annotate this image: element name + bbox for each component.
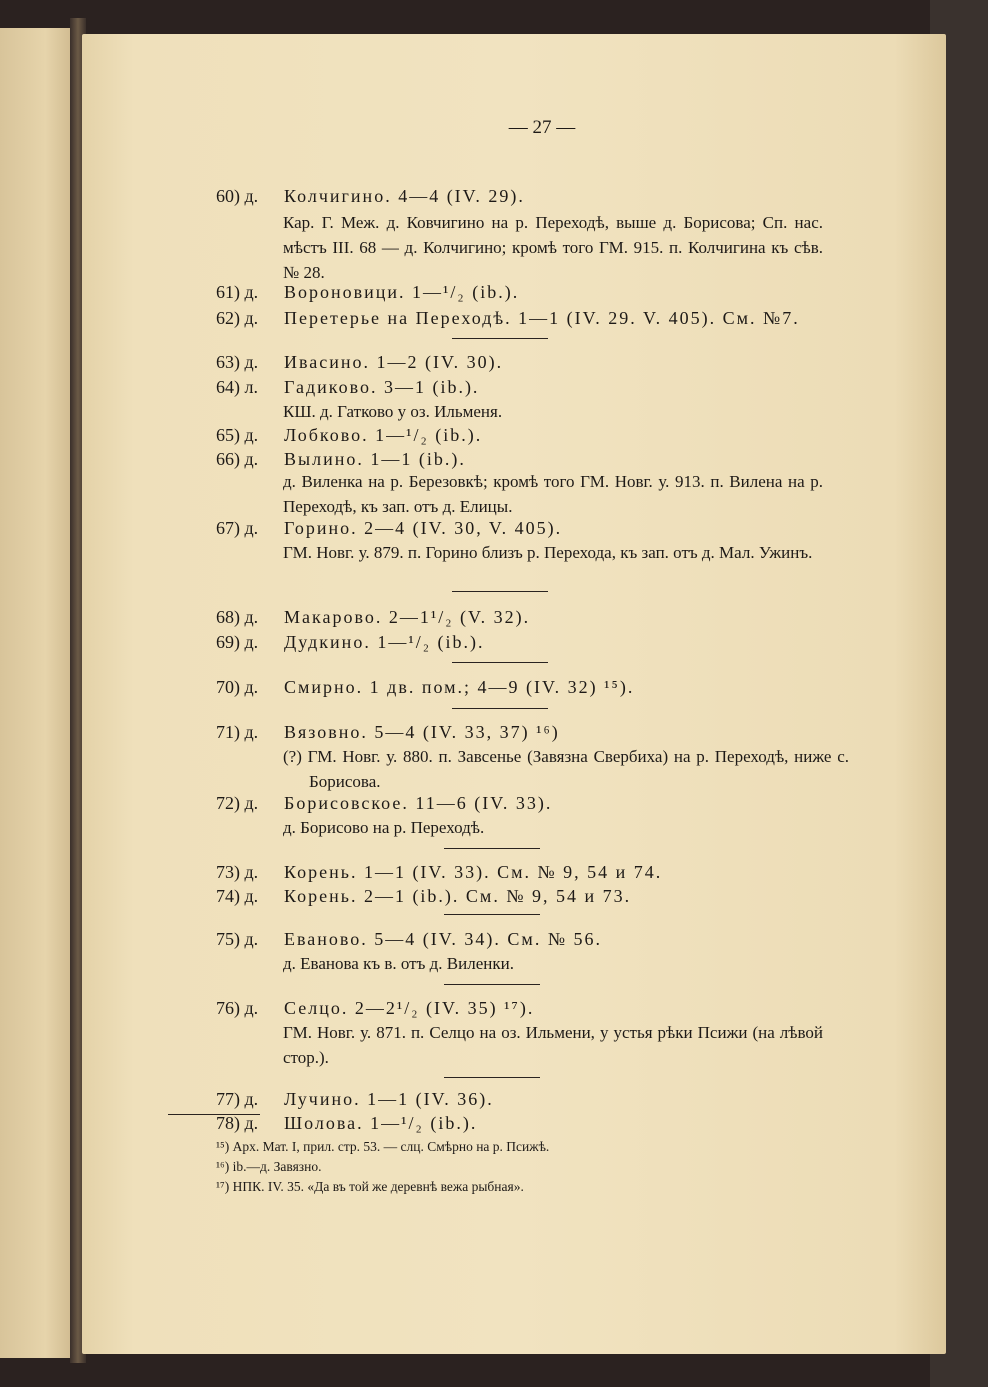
entry-heading: Макарово. 2—1¹/₂ (V. 32). xyxy=(284,607,531,627)
entry-68 xyxy=(216,605,828,629)
entry-heading: Дудкино. 1—¹/₂ (ib.). xyxy=(284,632,485,652)
entry-heading: Вылино. 1—1 (ib.). xyxy=(284,449,466,469)
entry-number: 68) д. xyxy=(216,607,259,627)
entry-69 xyxy=(216,630,828,654)
entry-number: 69) д. xyxy=(216,632,259,652)
entry-63 xyxy=(216,350,828,374)
entry-number: 76) д. xyxy=(216,998,259,1018)
entry-number: 70) д. xyxy=(216,677,259,697)
footnote-15: ¹⁵) Арх. Мат. I, прил. стр. 53. — слц. Смѣрно на р. Псижѣ. xyxy=(216,1139,550,1154)
entry-number: 73) д. xyxy=(216,862,259,882)
footnote-rule xyxy=(168,1114,260,1115)
entry-67 xyxy=(216,516,828,540)
entry-64 xyxy=(216,375,828,399)
entry-73 xyxy=(216,860,828,884)
entry-70 xyxy=(216,675,828,699)
entry-67-description: ГМ. Новг. у. 879. п. Горино близъ р. Перехода, къ зап. отъ д. Мал. Ужинъ. xyxy=(283,543,813,562)
entry-number: 67) д. xyxy=(216,518,259,538)
entry-66-description: д. Виленка на р. Березовкѣ; кромѣ того ГМ. Новг. у. 913. п. Вилена на р. Переходѣ, къ зап. отъ д. Елицы. xyxy=(283,472,823,516)
section-divider xyxy=(444,914,540,915)
entry-71-description: (?) ГМ. Новг. у. 880. п. Завсенье (Завязна Свербиха) на р. Переходѣ, ниже с. Борисова. xyxy=(283,747,849,791)
entry-number: 63) д. xyxy=(216,352,259,372)
entry-number: 72) д. xyxy=(216,793,259,813)
entry-number: 74) д. xyxy=(216,886,259,906)
entry-78 xyxy=(216,1111,828,1135)
entry-number: 75) д. xyxy=(216,929,259,949)
entry-heading: Лучино. 1—1 (IV. 36). xyxy=(284,1089,494,1109)
entry-number: 60) д. xyxy=(216,186,259,206)
section-divider xyxy=(444,1077,540,1078)
entry-number: 71) д. xyxy=(216,722,259,742)
left-page-edge xyxy=(0,28,76,1358)
entry-heading: Вороновици. 1—¹/₂ (ib.). xyxy=(284,282,520,302)
footnote-17: ¹⁷) НПК. IV. 35. «Да въ той же деревнѣ вежа рыбная». xyxy=(216,1179,524,1194)
section-divider xyxy=(452,662,548,663)
section-divider xyxy=(444,984,540,985)
entry-heading: Перетерье на Переходѣ. 1—1 (IV. 29. V. 405). См. №7. xyxy=(284,308,800,328)
entry-heading: Еваново. 5—4 (IV. 34). См. № 56. xyxy=(284,929,602,949)
entry-75 xyxy=(216,927,828,951)
entry-number: 64) л. xyxy=(216,377,258,397)
entry-66 xyxy=(216,447,828,471)
entry-number: 62) д. xyxy=(216,308,259,328)
entry-heading: Шолова. 1—¹/₂ (ib.). xyxy=(284,1113,478,1133)
entry-heading: Колчигино. 4—4 (IV. 29). xyxy=(284,186,525,206)
entry-60-description: Кар. Г. Меж. д. Ковчигино на р. Переходѣ, выше д. Борисова; Сп. нас. мѣстъ III. 68 — д. Колчигино; кромѣ того ГМ. 915. п. Колчигина къ сѣв. № 28. xyxy=(283,213,823,282)
entry-heading: Смирно. 1 дв. пом.; 4—9 (IV. 32) ¹⁵). xyxy=(284,677,635,697)
entry-number: 65) д. xyxy=(216,425,259,445)
entry-64-description: КШ. д. Гатково у оз. Ильменя. xyxy=(283,402,503,421)
entry-heading: Борисовское. 11—6 (IV. 33). xyxy=(284,793,553,813)
entry-76 xyxy=(216,996,828,1020)
entry-75-description: д. Еванова къ в. отъ д. Виленки. xyxy=(283,954,514,973)
entry-number: 61) д. xyxy=(216,282,259,302)
entry-heading: Лобково. 1—¹/₂ (ib.). xyxy=(284,425,483,445)
entry-77 xyxy=(216,1087,828,1111)
entry-71 xyxy=(216,720,828,744)
footnote-16: ¹⁶) ib.—д. Завязно. xyxy=(216,1159,322,1174)
entry-60 xyxy=(216,184,828,208)
entry-62 xyxy=(216,306,828,330)
page-number: — 27 — xyxy=(508,117,576,138)
section-divider xyxy=(452,338,548,339)
entry-72-description: д. Борисово на р. Переходѣ. xyxy=(283,818,485,837)
entry-heading: Вязовно. 5—4 (IV. 33, 37) ¹⁶) xyxy=(284,722,560,742)
entry-72 xyxy=(216,791,828,815)
entry-heading: Корень. 2—1 (ib.). См. № 9, 54 и 73. xyxy=(284,886,632,906)
entry-number: 78) д. xyxy=(216,1113,259,1133)
entry-number: 77) д. xyxy=(216,1089,259,1109)
entry-heading: Горино. 2—4 (IV. 30, V. 405). xyxy=(284,518,563,538)
entry-heading: Корень. 1—1 (IV. 33). См. № 9, 54 и 74. xyxy=(284,862,663,882)
section-divider xyxy=(444,848,540,849)
section-divider xyxy=(452,591,548,592)
entry-65 xyxy=(216,423,828,447)
entry-heading: Селцо. 2—2¹/₂ (IV. 35) ¹⁷). xyxy=(284,998,535,1018)
entry-74 xyxy=(216,884,828,908)
section-divider xyxy=(452,708,548,709)
entry-heading: Ивасино. 1—2 (IV. 30). xyxy=(284,352,504,372)
document-page xyxy=(82,34,946,1354)
entry-76-description: ГМ. Новг. у. 871. п. Селцо на оз. Ильмени, у устья рѣки Псижи (на лѣвой стор.). xyxy=(283,1023,823,1067)
entry-number: 66) д. xyxy=(216,449,259,469)
entry-heading: Гадиково. 3—1 (ib.). xyxy=(284,377,480,397)
entry-61 xyxy=(216,280,828,304)
